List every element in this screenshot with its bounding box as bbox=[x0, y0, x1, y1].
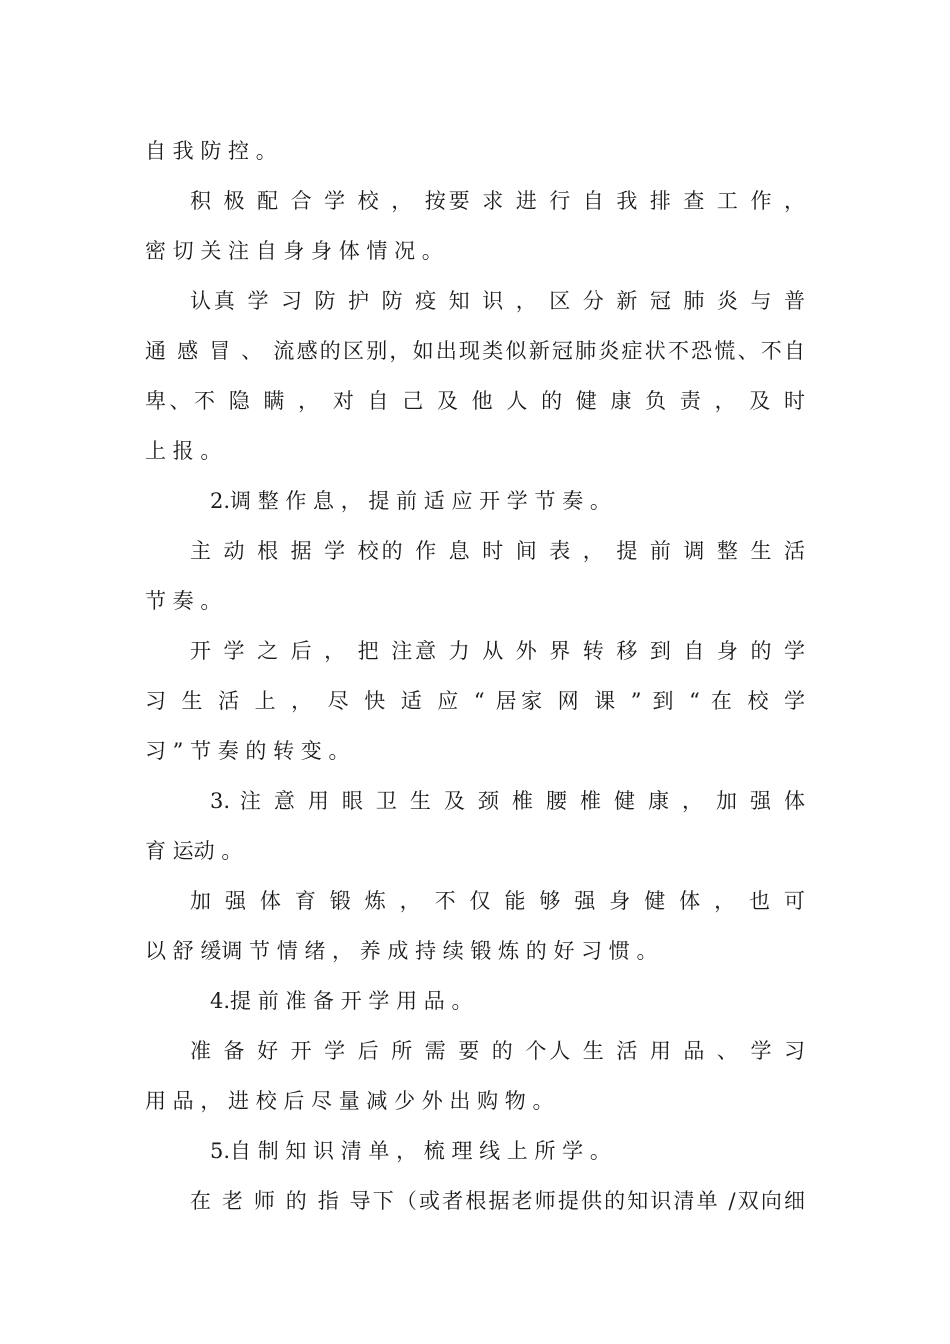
text-line: 主 动 根 据 学 校的 作 息 时 间 表 ， 提 前 调 整 生 活 bbox=[190, 539, 805, 563]
text-line: 习 生 活 上 ， 尽 快 适 应 “ 居家 网 课 ” 到 “ 在 校 学 bbox=[145, 689, 805, 713]
text-line: 习 ” 节 奏 的 转 变 。 bbox=[145, 739, 350, 763]
text-line: 节 奏 。 bbox=[145, 589, 222, 613]
text-line: 密 切 关 注 自 身 身 体 情 况 。 bbox=[145, 239, 443, 263]
text-line: 通 感 冒 、 流感的区别，如出现类似新冠肺炎症状不恐慌、不自 bbox=[145, 339, 805, 363]
text-line: 用 品 ， 进 校 后 尽 量 减 少 外 出 购 物 。 bbox=[145, 1089, 554, 1113]
text-line: 上 报 。 bbox=[145, 439, 222, 463]
text-line: 开 学 之 后 ， 把 注意 力 从 外 界 转 移 到 自 身 的 学 bbox=[190, 639, 805, 663]
heading-line: 4.提 前 准 备 开 学 用 品 。 bbox=[210, 989, 473, 1013]
text-line: 自 我 防 控 。 bbox=[145, 139, 277, 163]
heading-line: 5.自 制 知 识 清 单 ， 梳 理 线 上 所 学 。 bbox=[210, 1139, 611, 1163]
heading-line: 2.调 整 作 息 ， 提 前 适 应 开 学 节 奏 。 bbox=[210, 489, 611, 513]
text-line: 认真 学 习 防 护 防 疫 知 识 ， 区 分 新 冠 肺 炎 与 普 bbox=[190, 289, 805, 313]
text-line: 准 备 好 开 学 后 所 需 要 的 个人 生 活 用 品 、 学 习 bbox=[190, 1039, 805, 1063]
text-line: 在 老 师 的 指 导下（或者根据老师提供的知识清单 /双向细 bbox=[190, 1189, 805, 1213]
text-line: 育 运动 。 bbox=[145, 839, 243, 863]
text-line: 以 舒 缓调 节 情 绪 ， 养 成 持 续 锻 炼 的 好 习 惯 。 bbox=[145, 939, 658, 963]
heading-line: 3. 注 意 用 眼 卫 生 及 颈 椎 腰 椎 健 康 ， 加 强 体 bbox=[210, 789, 805, 813]
text-line: 积 极 配 合 学 校 ， 按要 求 进 行 自 我 排 查 工 作 ， bbox=[190, 189, 805, 213]
text-line: 卑、不 隐 瞒 ， 对 自 己 及 他 人 的 健 康 负 责 ， 及 时 bbox=[145, 389, 805, 413]
text-line: 加 强 体 育 锻 炼 ， 不 仅 能 够 强 身 健 体 ， 也 可 bbox=[190, 889, 805, 913]
